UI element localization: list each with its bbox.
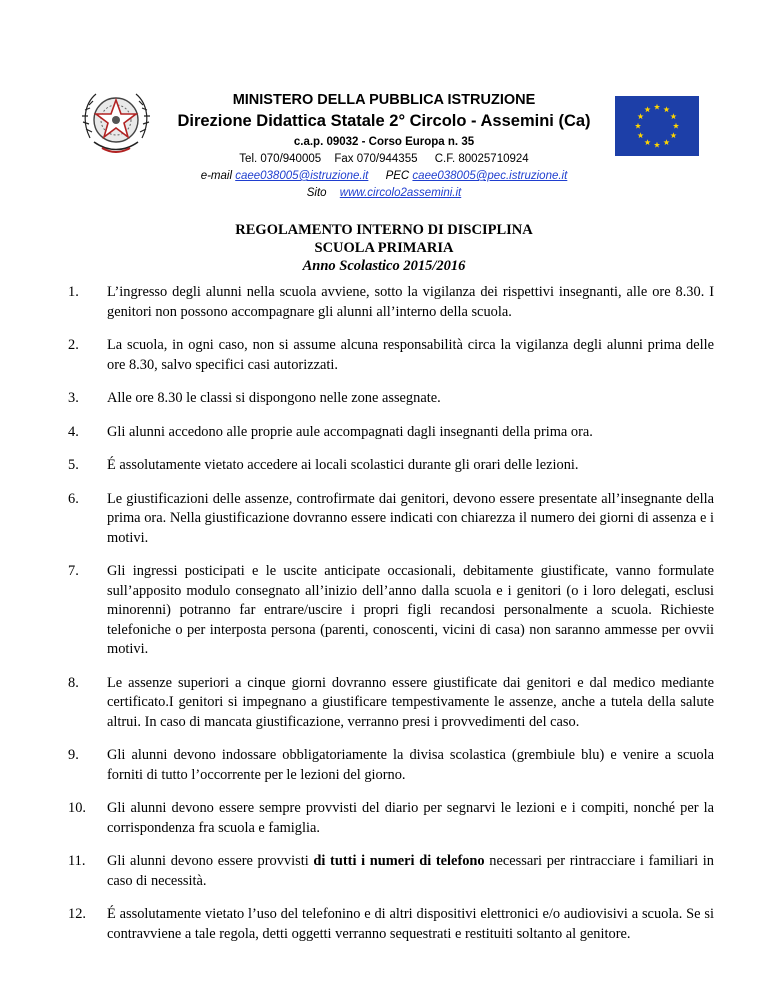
phone-number: Tel. 070/940005 [239, 153, 322, 165]
rule-number: 11. [68, 853, 86, 869]
school-name: Direzione Didattica Statale 2° Circolo - Assemini (Ca) [177, 112, 591, 130]
rule-number: 8. [68, 674, 79, 691]
site-label: Sito [306, 187, 327, 199]
rule-number: 9. [68, 747, 79, 763]
rule-number: 1. [68, 284, 79, 300]
document-title [150, 221, 618, 275]
rule-item [68, 490, 714, 549]
rule-number: 2. [68, 337, 79, 353]
rule-number: 12. [68, 906, 86, 922]
rule-item [68, 562, 714, 660]
contact-email-line [160, 168, 608, 185]
rule-number: 5. [68, 457, 79, 473]
email-label: e-mail [200, 170, 232, 182]
contact-phone-line [160, 151, 608, 168]
fax-number: Fax 070/944355 [334, 153, 418, 165]
rule-item [68, 852, 714, 891]
eu-flag-icon [615, 96, 699, 156]
rule-text-bold: di tutti i numeri di telefono [313, 853, 485, 869]
rules-list [68, 283, 714, 958]
rule-number: 3. [68, 390, 79, 406]
rule-text: La scuola, in ogni caso, non si assume alcuna responsabilità circa la vigilanza degli alunni prima delle ore 8.30, salvo specifici casi autorizzati. [107, 337, 714, 373]
rule-item [68, 336, 714, 375]
site-link[interactable]: www.circolo2assemini.it [339, 187, 462, 199]
title-regulation: REGOLAMENTO INTERNO DI DISCIPLINA [235, 222, 533, 238]
rule-text: Gli alunni devono indossare obbligatoriamente la divisa scolastica (grembiule blu) e venire a scuola forniti di tutto l’occorrente per le lezioni del giorno. [107, 747, 714, 783]
rule-item [68, 905, 714, 944]
title-school-level: SCUOLA PRIMARIA [314, 240, 454, 256]
rule-text: Le assenze superiori a cinque giorni dovranno essere giustificate dai genitori e dal medico mediante certificato.I genitori si impegnano a giustificare tempestivamente le assenze, anche a tutela della salute altrui. In caso di mancata giustificazione, verranno presi i provvedimenti del caso. [107, 674, 714, 730]
rule-text-after: necessari per rintracciare i familiari in caso di necessità. [107, 853, 714, 889]
rule-number: 4. [68, 423, 79, 440]
rule-text: Le giustificazioni delle assenze, controfirmate dai genitori, devono essere presentate all’insegnante della prima ora. Nella giustificazione dovranno essere indicati con chiarezza il numero dei giorni di assenza e i motivi. [107, 490, 714, 546]
rule-number: 7. [68, 563, 79, 579]
italian-republic-emblem-icon [80, 82, 152, 160]
rule-item [68, 746, 714, 785]
rule-text-before: Gli alunni devono essere provvisti [107, 853, 314, 869]
rule-item [68, 674, 714, 733]
title-school-year: Anno Scolastico 2015/2016 [302, 258, 466, 274]
rule-text: Gli ingressi posticipati e le uscite anticipate occasionali, debitamente giustificate, vanno formulate sull’apposito modulo consegnato all’inizio dell’anno dalla scuola e i genitori (o i loro delegati, esclusi minorenni) potranno far entrare/uscire i propri figli recandosi personalmente a scuola. Richieste telefoniche o per interposta persona (parenti, conoscenti, vicini di casa) non saranno ammesse per ovvii motivi. [107, 563, 714, 657]
rule-number: 6. [68, 490, 79, 507]
rule-text: Gli alunni accedono alle proprie aule accompagnati dagli insegnanti della prima ora. [107, 423, 593, 440]
rule-text: É assolutamente vietato accedere ai locali scolastici durante gli orari delle lezioni. [107, 457, 579, 473]
pec-link[interactable]: caee038005@pec.istruzione.it [412, 170, 568, 182]
rule-text: Alle ore 8.30 le classi si dispongono nelle zone assegnate. [107, 390, 441, 406]
school-address: c.a.p. 09032 - Corso Europa n. 35 [293, 136, 475, 148]
rule-item [68, 423, 714, 443]
rule-text: L’ingresso degli alunni nella scuola avviene, sotto la vigilanza dei rispettivi insegnanti, alle ore 8.30. I genitori non possono accompagnare gli alunni all’interno della scuola. [107, 284, 714, 320]
ministry-name: MINISTERO DELLA PUBBLICA ISTRUZIONE [232, 92, 536, 108]
rule-item [68, 389, 714, 409]
contact-site-line [160, 185, 608, 202]
rule-text: Gli alunni devono essere sempre provvisti del diario per segnarvi le lezioni e i compiti, nonché per la corrispondenza fra scuola e famiglia. [107, 800, 714, 836]
letterhead [0, 0, 768, 200]
tax-code: C.F. 80025710924 [434, 153, 529, 165]
rule-item [68, 283, 714, 322]
rule-number: 10. [68, 800, 86, 816]
rule-item [68, 799, 714, 838]
letterhead-text [160, 90, 608, 202]
rule-item [68, 456, 714, 476]
email-link[interactable]: caee038005@istruzione.it [235, 170, 369, 182]
pec-label: PEC [385, 170, 410, 182]
rule-text: É assolutamente vietato l’uso del telefonino e di altri dispositivi elettronici e/o audiovisivi a scuola. Se si contravviene a tale regola, detti oggetti verranno sequestrati e restituiti soltanto al genitore. [107, 906, 714, 942]
